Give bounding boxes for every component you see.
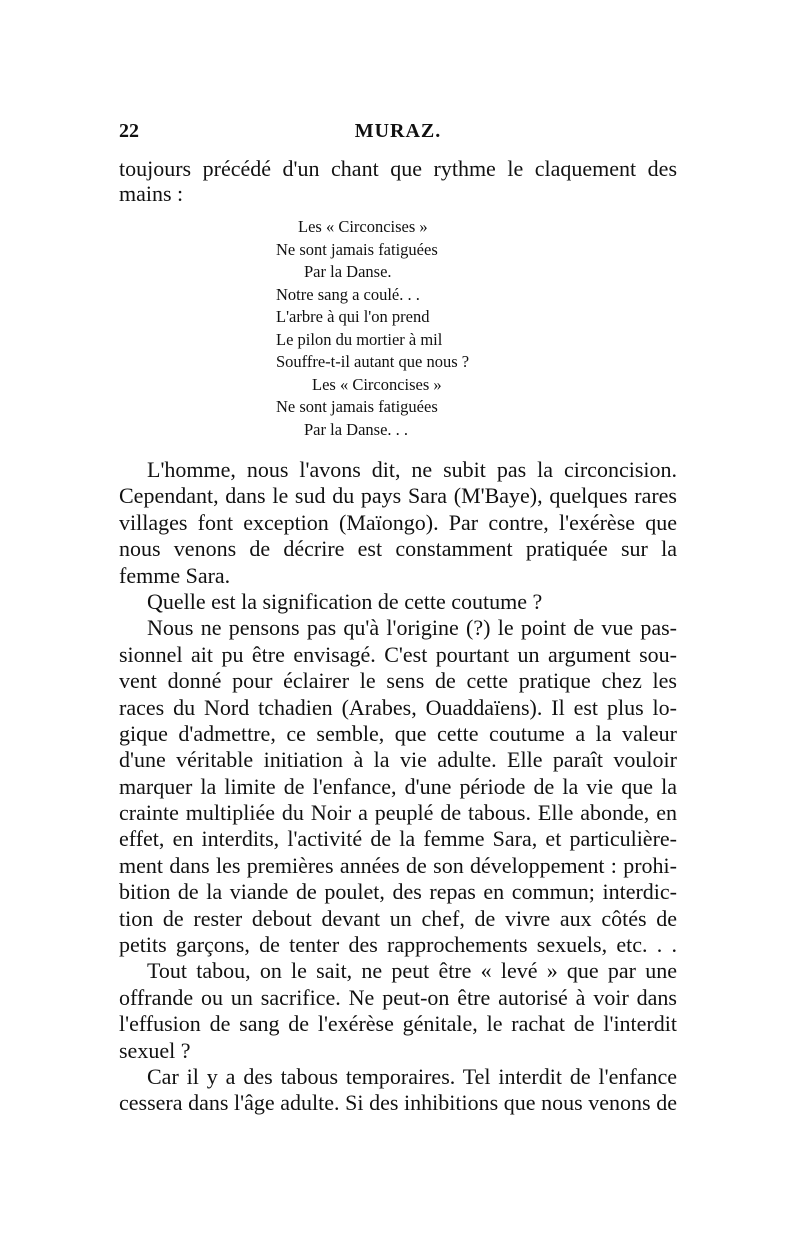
verse-line: L'arbre à qui l'on prend: [276, 307, 430, 326]
verse-line: Ne sont jamais fatiguées: [276, 397, 438, 416]
text-line: tion de rester debout devant un chef, de vivre aux côtés de: [119, 905, 677, 931]
text-line: l'effusion de sang de l'exérèse génitale, le rachat de l'interdit: [119, 1011, 677, 1037]
text-line: Nous ne pensons pas qu'à l'origine (?) le point de vue pas-: [147, 615, 677, 641]
body-text: [119, 457, 677, 1117]
text-line: mains :: [119, 181, 184, 207]
text-line: effet, en interdits, l'activité de la femme Sara, et particulière-: [119, 826, 677, 852]
text-line: villages font exception (Maïongo). Par contre, l'exérèse que: [119, 509, 677, 535]
text-line: sexuel ?: [119, 1037, 191, 1063]
text-line: vent donné pour éclairer le sens de cette pratique chez les: [119, 668, 677, 694]
text-line: petits garçons, de tenter des rapprochements sexuels, etc. . .: [119, 932, 677, 958]
text-line: ment dans les premières années de son développement : prohi-: [119, 852, 677, 878]
running-head: MURAZ.: [354, 120, 442, 142]
text-line: Quelle est la signification de cette coutume ?: [147, 588, 543, 614]
text-line: Car il y a des tabous temporaires. Tel interdit de l'enfance: [147, 1063, 677, 1089]
text-line: offrande ou un sacrifice. Ne peut-on être autorisé à voir dans: [119, 984, 677, 1010]
text-line: toujours précédé d'un chant que rythme le claquement des: [119, 156, 677, 181]
text-line: marquer la limite de l'enfance, d'une période de la vie que la: [119, 773, 677, 799]
text-line: Cependant, dans le sud du pays Sara (M'Baye), quelques rares: [119, 483, 677, 509]
text-line: nous venons de décrire est constamment pratiquée sur la: [119, 536, 677, 562]
verse-line: Souffre-t-il autant que nous ?: [276, 352, 470, 371]
intro-paragraph: [119, 156, 677, 206]
song-verse: [276, 216, 469, 441]
verse-line: Les « Circoncises »: [298, 217, 428, 236]
text-line: Tout tabou, on le sait, ne peut être « levé » que par une: [147, 958, 677, 984]
text-line: d'une véritable initiation à la vie adulte. Elle paraît vouloir: [119, 747, 677, 773]
text-line: crainte multipliée du Noir a peuplé de tabous. Elle abonde, en: [119, 800, 677, 826]
page-number: 22: [119, 120, 139, 142]
text-line: bition de la viande de poulet, des repas en commun; interdic-: [119, 879, 677, 905]
text-line: gique d'admettre, ce semble, que cette coutume a la valeur: [119, 720, 677, 746]
verse-line: Par la Danse.: [304, 262, 392, 281]
text-line: femme Sara.: [119, 562, 231, 588]
text-line: sionnel ait pu être envisagé. C'est pourtant un argument sou-: [119, 641, 677, 667]
text-line: L'homme, nous l'avons dit, ne subit pas la circoncision.: [147, 457, 677, 482]
verse-line: Les « Circoncises »: [312, 374, 442, 394]
text-line: races du Nord tchadien (Arabes, Ouaddaïens). Il est plus lo-: [119, 694, 677, 720]
text-line: cessera dans l'âge adulte. Si des inhibitions que nous venons de: [119, 1090, 677, 1116]
verse-line: Ne sont jamais fatiguées: [276, 239, 438, 259]
verse-line: Le pilon du mortier à mil: [276, 329, 443, 349]
verse-line: Notre sang a coulé. . .: [276, 284, 420, 304]
verse-line: Par la Danse. . .: [304, 419, 409, 439]
page-header: [119, 120, 677, 144]
